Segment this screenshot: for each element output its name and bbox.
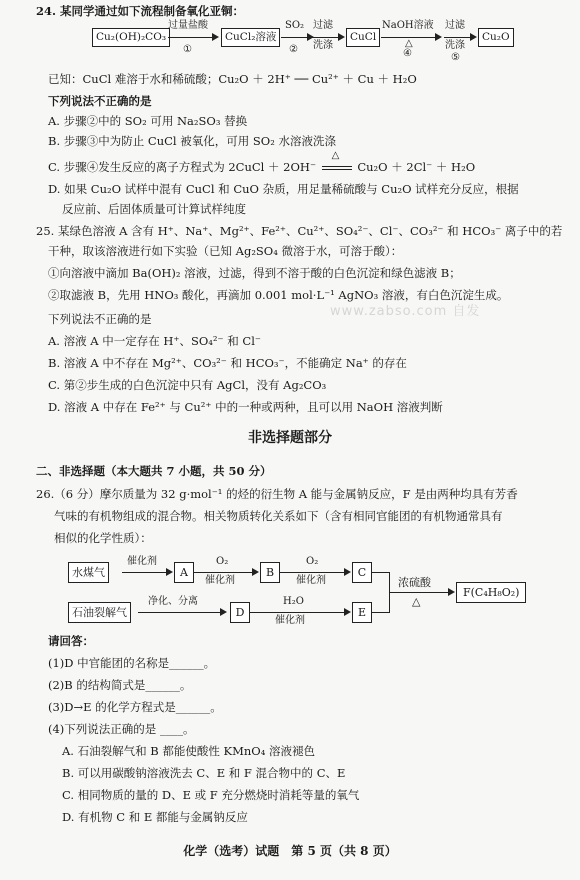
q24-option-b: B. 步骤③中为防止 CuCl 被氧化，可用 SO₂ 水溶液洗涤 [48,134,336,148]
flow-arrowhead-b-c [344,568,351,576]
flow-label-cat1: 催化剂 [127,556,157,567]
q25-option-d: D. 溶液 A 中存在 Fe²⁺ 与 Cu²⁺ 中的一种或两种，且可以用 NaOH 溶液判断 [48,400,443,414]
flow-arrowhead-4 [435,33,442,41]
flow-arrow-1 [168,37,214,38]
flow-arrow-4-label: NaOH溶液 [382,20,434,31]
q24-known: 已知：CuCl 难溶于水和稀硫酸；Cu₂O ＋ 2H⁺ ── Cu²⁺ ＋ Cu ＋ H₂O [48,72,417,86]
flow-arrowhead-3 [338,33,345,41]
flow-arrowhead-wg-a [166,568,173,576]
q25-option-c: C. 第②步生成的白色沉淀中只有 AgCl，没有 Ag₂CO₃ [48,378,327,392]
q26-option-c: C. 相同物质的量的 D、E 或 F 充分燃烧时消耗等量的氧气 [62,788,360,802]
q25-prompt: 下列说法不正确的是 [48,312,152,326]
flow-box-e: E [352,602,372,623]
q26-stem-line3: 相似的化学性质）： [54,531,152,545]
flow-a-to-b [194,572,254,573]
q26-sub4: (4)下列说法正确的是 ____。 [48,722,195,736]
flow-water-gas-to-a [122,572,168,573]
flow-arrow-3-label-bottom: 洗涤 [313,40,333,51]
flow-label-o2-2: O₂ [306,556,319,567]
q24-option-d-line1: D. 如果 Cu₂O 试样中混有 CuCl 和 CuO 杂质，用足量稀硫酸与 Cu₂O 试样充分反应，根据 [48,182,519,196]
flow-arrowhead-cg-d [220,608,227,616]
q26-stem-line2: 气味的有机物组成的混合物。相关物质转化关系如下（含有相同官能团的有机物通常具有 [54,509,503,523]
flow-box-c: C [352,562,372,583]
flow-box-b: B [260,562,280,583]
flow-arrow-3-label-top: 过滤 [313,20,333,31]
flow-label-heat: △ [412,595,421,608]
page-footer: 化学（选考）试题 第 5 页（共 8 页） [183,844,397,858]
q24-option-c-right: Cu₂O ＋ 2Cl⁻ ＋ H₂O [357,160,476,174]
q25-option-b: B. 溶液 A 中不存在 Mg²⁺、CO₃²⁻ 和 HCO₃⁻，不能确定 Na⁺ 的存在 [48,356,407,370]
flow-e-merge [372,612,390,613]
q25-option-a: A. 溶液 A 中一定存在 H⁺、SO₄²⁻ 和 Cl⁻ [48,334,261,348]
q25-step2: ②取滤液 B，先用 HNO₃ 酸化，再滴加 0.001 mol·L⁻¹ AgNO₃ 溶液，有白色沉淀生成。 [48,288,509,302]
flow-arrow-2 [281,37,309,38]
flow-box-cucl2: CuCl₂溶液 [221,28,280,47]
flow-box-d: D [230,602,250,623]
flow-arrow-1-label: 过量盐酸 [168,20,208,31]
flow-box-cu2oh2co3: Cu₂(OH)₂CO₃ [92,28,170,47]
part2-heading: 二、非选择题（本大题共 7 小题，共 50 分） [36,464,272,478]
section-title: 非选择题部分 [248,430,332,446]
flow-c-merge [372,572,390,573]
q24-option-c-arrow [320,150,354,174]
q24-option-a: A. 步骤②中的 SO₂ 可用 Na₂SO₃ 替换 [48,114,248,128]
flow-b-to-c [280,572,346,573]
flow-step-4-num: ④ [403,48,412,59]
flow-box-cucl: CuCl [346,28,380,47]
q25-stem-line1: 25. 某绿色溶液 A 含有 H⁺、Na⁺、Mg²⁺、Fe²⁺、Cu²⁺、SO₄²⁻、Cl⁻、CO₃²⁻ 和 HCO₃⁻ 离子中的若 [36,224,563,238]
flow-arrow-3 [312,37,340,38]
q26-option-a: A. 石油裂解气和 B 都能使酸性 KMnO₄ 溶液褪色 [62,744,315,758]
q26-option-d: D. 有机物 C 和 E 都能与金属钠反应 [62,810,248,824]
flow-cracking-to-d [138,612,222,613]
flow-label-h2o: H₂O [283,596,304,607]
flow-arrowhead-1 [212,33,219,41]
q26-stem-line1: 26.（6 分）摩尔质量为 32 g·mol⁻¹ 的烃的衍生物 A 能与金属钠反应，F 是由两种均具有芳香 [36,487,518,501]
flow-label-cat2: 催化剂 [205,575,235,586]
flow-box-cu2o: Cu₂O [478,28,514,47]
q25-stem-line2: 干种，取该溶液进行如下实验（已知 Ag₂SO₄ 微溶于水，可溶于酸）： [48,244,403,258]
flow-label-conc-h2so4: 浓硫酸 [398,576,431,589]
flow-arrow-4-heat: △ [405,38,413,49]
q26-option-b: B. 可以用碳酸钠溶液洗去 C、E 和 F 混合物中的 C、E [62,766,346,780]
flow-label-cat3: 催化剂 [296,575,326,586]
flow-arrowhead-a-b [252,568,259,576]
q24-option-c [48,150,476,174]
flow-arrow-2-label: SO₂ [285,20,305,31]
flow-box-water-gas: 水煤气 [68,562,109,583]
q24-stem: 24. 某同学通过如下流程制备氧化亚铜： [36,4,245,18]
flow-arrowhead-d-e [344,608,351,616]
flow-step-2-num: ② [289,44,298,55]
q24-prompt: 下列说法不正确的是 [48,94,152,108]
q26-answer-heading: 请回答： [48,634,94,648]
q26-sub3: (3)D→E 的化学方程式是______。 [48,700,222,714]
watermark: www.zabso.com 自发 [330,304,481,319]
flow-box-cracking-gas: 石油裂解气 [68,602,131,623]
flow-arrowhead-f [448,588,455,596]
q24-option-c-heat: △ [331,150,340,161]
q24-option-c-left: C. 步骤④发生反应的离子方程式为 2CuCl ＋ 2OH⁻ [48,160,317,174]
flow-arrow-5-label-top: 过滤 [445,20,465,31]
flow-arrow-5-label-bottom: 洗涤 [445,40,465,51]
flow-arrowhead-5 [470,33,477,41]
flow-label-purify: 净化、分离 [148,596,198,607]
flow-label-cat4: 催化剂 [275,615,305,626]
q24-option-d-line2: 反应前、后固体质量可计算试样纯度 [62,202,246,216]
flow-arrow-5 [444,37,472,38]
flow-d-to-e [250,612,346,613]
flow-merge-to-f [390,592,450,593]
q26-sub1: (1)D 中官能团的名称是______。 [48,656,216,670]
flow-label-o2-1: O₂ [216,556,229,567]
flow-step-5-num: ⑤ [451,52,460,63]
flow-box-a: A [174,562,194,583]
q26-sub2: (2)B 的结构简式是______。 [48,678,192,692]
flow-step-1-num: ① [183,44,192,55]
flow-box-f: F(C₄H₈O₂) [456,582,526,603]
q25-step1: ①向溶液中滴加 Ba(OH)₂ 溶液，过滤，得到不溶于酸的白色沉淀和绿色滤液 B； [48,266,461,280]
